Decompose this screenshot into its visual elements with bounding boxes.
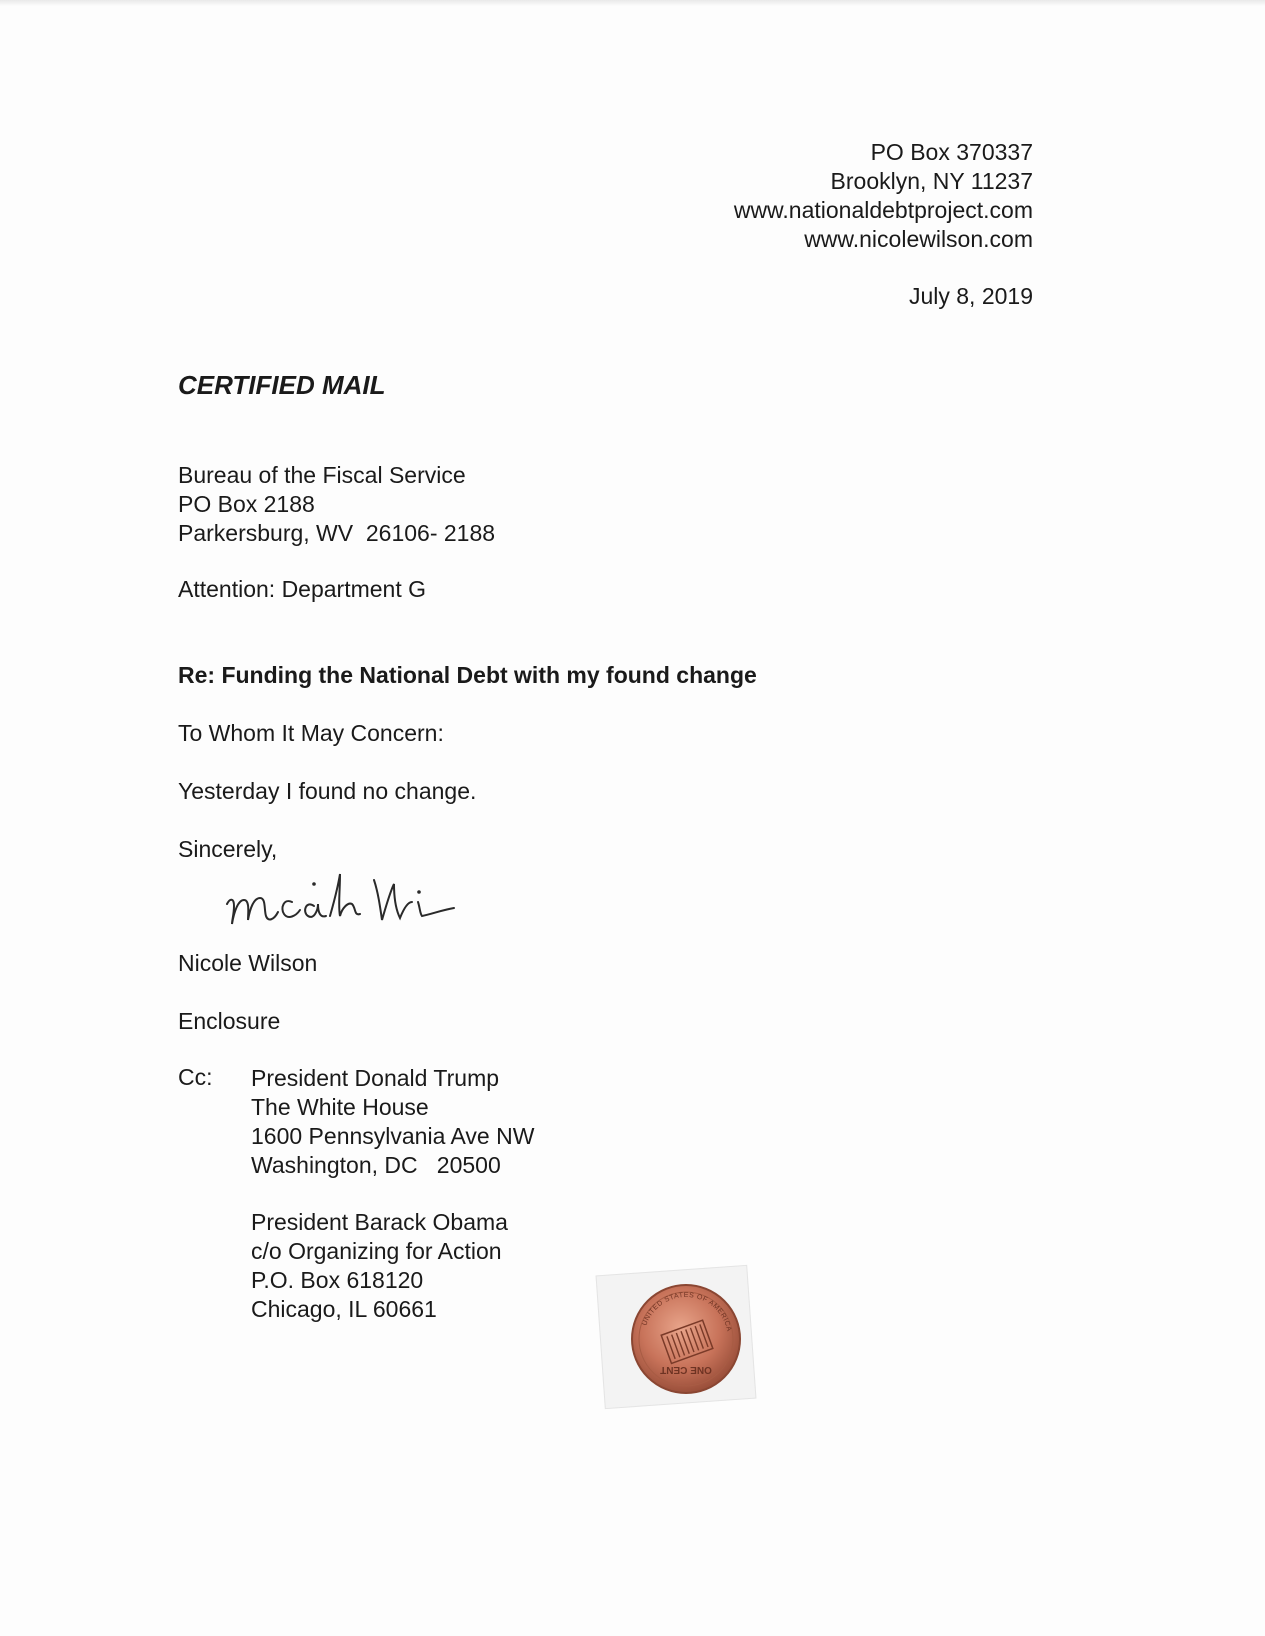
closing: Sincerely, bbox=[178, 836, 278, 862]
signer-name: Nicole Wilson bbox=[178, 950, 318, 976]
recipient-address bbox=[178, 461, 495, 548]
cc-label: Cc: bbox=[178, 1064, 213, 1090]
letter-body: Yesterday I found no change. bbox=[178, 778, 477, 804]
cc-line: 1600 Pennsylvania Ave NW bbox=[251, 1123, 535, 1149]
cc-line: The White House bbox=[251, 1094, 429, 1120]
cc-line: P.O. Box 618120 bbox=[251, 1267, 424, 1293]
salutation: To Whom It May Concern: bbox=[178, 720, 444, 746]
return-address bbox=[734, 138, 1033, 254]
enclosure-note: Enclosure bbox=[178, 1008, 281, 1034]
cc-line: President Donald Trump bbox=[251, 1065, 500, 1091]
attention-line: Attention: Department G bbox=[178, 576, 427, 602]
cc-line: President Barack Obama bbox=[251, 1209, 508, 1235]
penny-coin-icon bbox=[630, 1283, 742, 1395]
cc-line: c/o Organizing for Action bbox=[251, 1238, 502, 1264]
cc-line: Washington, DC 20500 bbox=[251, 1152, 501, 1178]
recipient-line: Parkersburg, WV 26106- 2188 bbox=[178, 520, 496, 546]
cc-recipient bbox=[251, 1208, 508, 1324]
return-address-line: Brooklyn, NY 11237 bbox=[830, 168, 1033, 194]
recipient-line: PO Box 2188 bbox=[178, 491, 315, 517]
recipient-line: Bureau of the Fiscal Service bbox=[178, 462, 466, 488]
return-address-website: www.nicolewilson.com bbox=[804, 226, 1033, 252]
coin-denomination: ONE CENT bbox=[660, 1364, 712, 1375]
subject-line: Re: Funding the National Debt with my found change bbox=[178, 662, 757, 688]
cc-recipient bbox=[251, 1064, 534, 1180]
handwritten-signature bbox=[222, 862, 462, 942]
return-address-website: www.nationaldebtproject.com bbox=[733, 197, 1033, 223]
return-address-line: PO Box 370337 bbox=[870, 139, 1033, 165]
coin-inscription: UNITED STATES OF AMERICA bbox=[641, 1291, 733, 1333]
cc-line: Chicago, IL 60661 bbox=[251, 1296, 437, 1322]
letter-date: July 8, 2019 bbox=[908, 283, 1033, 309]
scan-edge bbox=[0, 0, 1265, 6]
certified-mail-heading: CERTIFIED MAIL bbox=[178, 370, 386, 400]
